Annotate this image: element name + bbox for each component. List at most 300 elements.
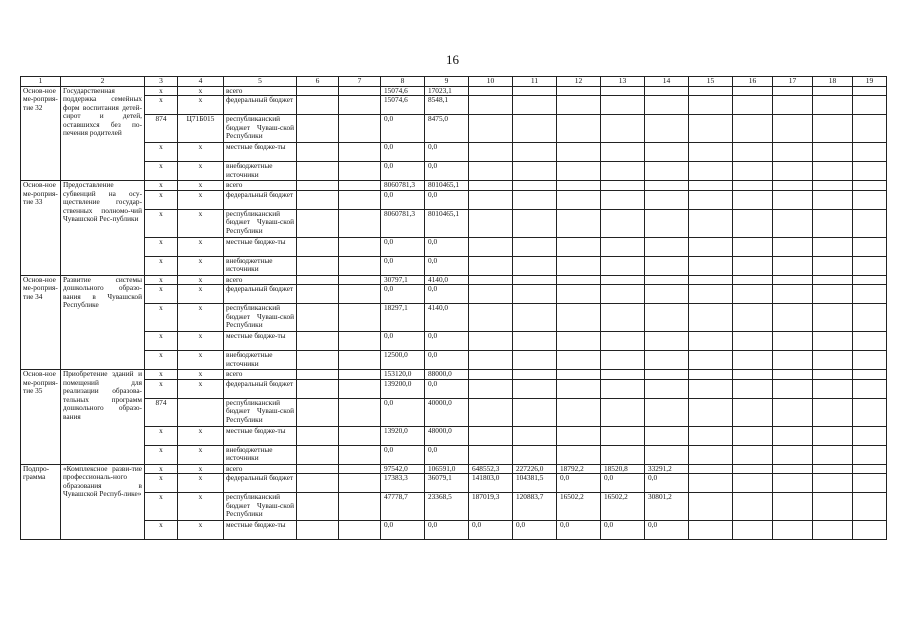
section-type: Подпро-грамма (21, 464, 61, 540)
table-body (21, 77, 887, 540)
column-header: 10 (469, 77, 513, 87)
target-article: х (178, 464, 224, 474)
target-article: х (178, 445, 224, 464)
value-col8: 0,0 (381, 256, 425, 275)
grbs-code: 874 (145, 398, 178, 426)
cell-col6 (297, 181, 339, 191)
value-col14: 33291,2 (645, 464, 689, 474)
cell-col16 (733, 379, 773, 398)
cell-col17 (773, 304, 813, 332)
cell-col17 (773, 181, 813, 191)
cell-col19 (853, 351, 887, 370)
value-col9: 8010465,1 (425, 181, 469, 191)
grbs-code: х (145, 162, 178, 181)
cell-col6 (297, 115, 339, 143)
cell-col16 (733, 445, 773, 464)
value-col14 (645, 96, 689, 115)
target-article: Ц71Б015 (178, 115, 224, 143)
cell-col7 (339, 493, 381, 521)
value-col14 (645, 237, 689, 256)
value-col14 (645, 332, 689, 351)
value-col8: 15074,6 (381, 96, 425, 115)
column-header: 1 (21, 77, 61, 87)
value-col8: 8060781,3 (381, 209, 425, 237)
target-article: х (178, 96, 224, 115)
grbs-code: х (145, 521, 178, 540)
value-col8: 0,0 (381, 285, 425, 304)
cell-col15 (689, 190, 733, 209)
value-col13 (601, 379, 645, 398)
cell-col6 (297, 162, 339, 181)
table-row (21, 379, 887, 398)
target-article: х (178, 256, 224, 275)
funding-source: республиканский бюджет Чуваш-ской Республики (224, 209, 297, 237)
grbs-code: х (145, 143, 178, 162)
value-col8: 0,0 (381, 115, 425, 143)
cell-col15 (689, 521, 733, 540)
cell-col19 (853, 143, 887, 162)
table-row (21, 190, 887, 209)
cell-col7 (339, 285, 381, 304)
table-row (21, 96, 887, 115)
value-col8: 139200,0 (381, 379, 425, 398)
table-row (21, 332, 887, 351)
value-col9: 0,0 (425, 190, 469, 209)
table-row (21, 256, 887, 275)
cell-col19 (853, 86, 887, 96)
cell-col7 (339, 256, 381, 275)
cell-col19 (853, 332, 887, 351)
value-col12 (557, 285, 601, 304)
value-col12 (557, 209, 601, 237)
grbs-code: х (145, 370, 178, 380)
value-col9: 0,0 (425, 256, 469, 275)
target-article: х (178, 285, 224, 304)
value-col10 (469, 370, 513, 380)
grbs-code: х (145, 493, 178, 521)
column-header: 11 (513, 77, 557, 87)
cell-col6 (297, 332, 339, 351)
cell-col17 (773, 256, 813, 275)
value-col13 (601, 86, 645, 96)
cell-col18 (813, 115, 853, 143)
cell-col7 (339, 275, 381, 285)
cell-col15 (689, 275, 733, 285)
value-col11 (513, 445, 557, 464)
cell-col18 (813, 351, 853, 370)
cell-col6 (297, 379, 339, 398)
target-article: х (178, 209, 224, 237)
value-col9: 8010465,1 (425, 209, 469, 237)
cell-col6 (297, 426, 339, 445)
value-col10 (469, 190, 513, 209)
target-article: х (178, 351, 224, 370)
value-col13 (601, 237, 645, 256)
value-col13 (601, 445, 645, 464)
section-title: Приобретение зданий и помещений для реализации образова-тельных программ дошкольного образо-вания (61, 370, 145, 465)
table-row (21, 521, 887, 540)
cell-col6 (297, 86, 339, 96)
funding-source: местные бюдже-ты (224, 332, 297, 351)
target-article: х (178, 426, 224, 445)
value-col12 (557, 275, 601, 285)
value-col10 (469, 398, 513, 426)
table-row (21, 285, 887, 304)
grbs-code: х (145, 351, 178, 370)
value-col14 (645, 86, 689, 96)
value-col8: 0,0 (381, 143, 425, 162)
cell-col17 (773, 115, 813, 143)
cell-col18 (813, 426, 853, 445)
target-article (178, 398, 224, 426)
target-article: х (178, 190, 224, 209)
value-col12: 18792,2 (557, 464, 601, 474)
column-header: 4 (178, 77, 224, 87)
cell-col17 (773, 237, 813, 256)
cell-col7 (339, 86, 381, 96)
cell-col16 (733, 143, 773, 162)
value-col13 (601, 426, 645, 445)
cell-col7 (339, 474, 381, 493)
grbs-code: х (145, 86, 178, 96)
value-col12 (557, 379, 601, 398)
table-row (21, 275, 887, 285)
value-col13: 18520,8 (601, 464, 645, 474)
cell-col15 (689, 285, 733, 304)
target-article: х (178, 493, 224, 521)
cell-col6 (297, 521, 339, 540)
value-col11 (513, 398, 557, 426)
value-col8: 17383,3 (381, 474, 425, 493)
cell-col7 (339, 209, 381, 237)
cell-col15 (689, 493, 733, 521)
value-col9: 0,0 (425, 521, 469, 540)
cell-col15 (689, 143, 733, 162)
column-header: 9 (425, 77, 469, 87)
column-header-row (21, 77, 887, 87)
value-col12 (557, 162, 601, 181)
cell-col17 (773, 332, 813, 351)
cell-col7 (339, 351, 381, 370)
cell-col18 (813, 521, 853, 540)
cell-col17 (773, 379, 813, 398)
value-col11 (513, 332, 557, 351)
value-col13 (601, 275, 645, 285)
cell-col15 (689, 474, 733, 493)
cell-col7 (339, 115, 381, 143)
cell-col16 (733, 398, 773, 426)
budget-table (20, 76, 887, 540)
cell-col18 (813, 493, 853, 521)
cell-col18 (813, 86, 853, 96)
cell-col7 (339, 96, 381, 115)
section-title: Развитие системы дошкольного образо-вания в Чувашской Республике (61, 275, 145, 370)
cell-col7 (339, 332, 381, 351)
value-col8: 0,0 (381, 190, 425, 209)
cell-col17 (773, 190, 813, 209)
value-col13: 0,0 (601, 521, 645, 540)
value-col14 (645, 398, 689, 426)
value-col14 (645, 181, 689, 191)
value-col12 (557, 426, 601, 445)
cell-col15 (689, 351, 733, 370)
value-col9: 0,0 (425, 351, 469, 370)
value-col8: 0,0 (381, 162, 425, 181)
target-article: х (178, 181, 224, 191)
cell-col16 (733, 351, 773, 370)
cell-col15 (689, 464, 733, 474)
funding-source: федеральный бюджет (224, 96, 297, 115)
value-col11 (513, 162, 557, 181)
funding-source: всего (224, 181, 297, 191)
section-title: Предоставление субвенций на осу-ществление государ-ственных полномо-чий Чувашской Рес-публики (61, 181, 145, 276)
cell-col6 (297, 464, 339, 474)
value-col9: 8475,0 (425, 115, 469, 143)
cell-col6 (297, 256, 339, 275)
value-col13 (601, 351, 645, 370)
value-col12: 16502,2 (557, 493, 601, 521)
value-col11 (513, 275, 557, 285)
grbs-code: х (145, 474, 178, 493)
cell-col19 (853, 237, 887, 256)
cell-col19 (853, 96, 887, 115)
funding-source: республиканский бюджет Чуваш-ской Республики (224, 493, 297, 521)
value-col13: 0,0 (601, 474, 645, 493)
value-col12 (557, 115, 601, 143)
value-col10: 648552,3 (469, 464, 513, 474)
value-col10 (469, 237, 513, 256)
value-col12 (557, 86, 601, 96)
cell-col19 (853, 275, 887, 285)
value-col10 (469, 96, 513, 115)
cell-col16 (733, 115, 773, 143)
value-col8: 0,0 (381, 445, 425, 464)
value-col12 (557, 190, 601, 209)
funding-source: федеральный бюджет (224, 379, 297, 398)
value-col12 (557, 304, 601, 332)
cell-col18 (813, 162, 853, 181)
cell-col7 (339, 398, 381, 426)
cell-col6 (297, 304, 339, 332)
value-col10 (469, 181, 513, 191)
cell-col7 (339, 370, 381, 380)
target-article: х (178, 521, 224, 540)
value-col11 (513, 351, 557, 370)
funding-source: всего (224, 275, 297, 285)
cell-col7 (339, 445, 381, 464)
cell-col6 (297, 493, 339, 521)
table-row (21, 115, 887, 143)
cell-col15 (689, 256, 733, 275)
cell-col15 (689, 379, 733, 398)
value-col10 (469, 162, 513, 181)
section-type: Основ-ное ме-роприя-тие 32 (21, 86, 61, 181)
value-col8: 0,0 (381, 237, 425, 256)
column-header: 13 (601, 77, 645, 87)
value-col11: 0,0 (513, 521, 557, 540)
value-col14 (645, 379, 689, 398)
value-col11 (513, 237, 557, 256)
value-col13: 16502,2 (601, 493, 645, 521)
cell-col19 (853, 370, 887, 380)
value-col8: 47778,7 (381, 493, 425, 521)
grbs-code: х (145, 285, 178, 304)
funding-source: всего (224, 464, 297, 474)
cell-col16 (733, 332, 773, 351)
cell-col19 (853, 285, 887, 304)
value-col8: 0,0 (381, 332, 425, 351)
value-col11 (513, 143, 557, 162)
cell-col16 (733, 162, 773, 181)
cell-col17 (773, 275, 813, 285)
value-col14 (645, 285, 689, 304)
target-article: х (178, 332, 224, 351)
value-col9: 36079,1 (425, 474, 469, 493)
target-article: х (178, 143, 224, 162)
value-col9: 17023,1 (425, 86, 469, 96)
value-col14 (645, 209, 689, 237)
value-col13 (601, 304, 645, 332)
cell-col17 (773, 426, 813, 445)
cell-col16 (733, 96, 773, 115)
value-col9: 0,0 (425, 445, 469, 464)
value-col12 (557, 445, 601, 464)
value-col10: 141803,0 (469, 474, 513, 493)
cell-col15 (689, 162, 733, 181)
cell-col16 (733, 304, 773, 332)
value-col9: 8548,1 (425, 96, 469, 115)
value-col10 (469, 285, 513, 304)
value-col11 (513, 370, 557, 380)
cell-col19 (853, 190, 887, 209)
cell-col17 (773, 143, 813, 162)
cell-col18 (813, 181, 853, 191)
cell-col16 (733, 181, 773, 191)
cell-col17 (773, 96, 813, 115)
cell-col6 (297, 143, 339, 162)
table-row (21, 86, 887, 96)
cell-col16 (733, 275, 773, 285)
value-col10 (469, 115, 513, 143)
cell-col19 (853, 162, 887, 181)
value-col9: 0,0 (425, 379, 469, 398)
value-col8: 12500,0 (381, 351, 425, 370)
cell-col16 (733, 521, 773, 540)
cell-col19 (853, 379, 887, 398)
table-row (21, 426, 887, 445)
funding-source: республиканский бюджет Чуваш-ской Республики (224, 304, 297, 332)
funding-source: внебюджетные источники (224, 351, 297, 370)
funding-source: всего (224, 86, 297, 96)
funding-source: всего (224, 370, 297, 380)
column-header: 2 (61, 77, 145, 87)
table-row (21, 370, 887, 380)
table-row (21, 162, 887, 181)
table-row (21, 237, 887, 256)
value-col9: 4140,0 (425, 304, 469, 332)
grbs-code: х (145, 464, 178, 474)
cell-col15 (689, 398, 733, 426)
value-col10: 0,0 (469, 521, 513, 540)
value-col8: 97542,0 (381, 464, 425, 474)
value-col9: 0,0 (425, 162, 469, 181)
value-col13 (601, 370, 645, 380)
value-col10: 187019,3 (469, 493, 513, 521)
cell-col16 (733, 190, 773, 209)
cell-col18 (813, 398, 853, 426)
value-col12 (557, 237, 601, 256)
cell-col17 (773, 351, 813, 370)
column-header: 17 (773, 77, 813, 87)
value-col14 (645, 256, 689, 275)
cell-col6 (297, 190, 339, 209)
value-col9: 0,0 (425, 332, 469, 351)
cell-col16 (733, 474, 773, 493)
cell-col18 (813, 96, 853, 115)
value-col11 (513, 285, 557, 304)
column-header: 19 (853, 77, 887, 87)
value-col10 (469, 351, 513, 370)
cell-col18 (813, 379, 853, 398)
target-article: х (178, 379, 224, 398)
cell-col18 (813, 237, 853, 256)
cell-col17 (773, 445, 813, 464)
value-col14: 0,0 (645, 521, 689, 540)
value-col13 (601, 96, 645, 115)
cell-col19 (853, 445, 887, 464)
column-header: 7 (339, 77, 381, 87)
table-row (21, 493, 887, 521)
cell-col7 (339, 426, 381, 445)
value-col10 (469, 445, 513, 464)
value-col10 (469, 209, 513, 237)
cell-col15 (689, 304, 733, 332)
value-col11: 227226,0 (513, 464, 557, 474)
value-col11 (513, 190, 557, 209)
cell-col18 (813, 464, 853, 474)
value-col11 (513, 115, 557, 143)
value-col8: 153120,0 (381, 370, 425, 380)
cell-col17 (773, 285, 813, 304)
value-col14 (645, 426, 689, 445)
value-col11 (513, 181, 557, 191)
value-col8: 13920,0 (381, 426, 425, 445)
cell-col6 (297, 275, 339, 285)
value-col11 (513, 86, 557, 96)
cell-col15 (689, 445, 733, 464)
table-row (21, 209, 887, 237)
value-col9: 106591,0 (425, 464, 469, 474)
value-col13 (601, 143, 645, 162)
value-col9: 88000,0 (425, 370, 469, 380)
value-col13 (601, 181, 645, 191)
cell-col6 (297, 351, 339, 370)
funding-source: внебюджетные источники (224, 256, 297, 275)
funding-source: внебюджетные источники (224, 162, 297, 181)
cell-col7 (339, 521, 381, 540)
cell-col17 (773, 209, 813, 237)
cell-col18 (813, 304, 853, 332)
cell-col18 (813, 474, 853, 493)
target-article: х (178, 162, 224, 181)
grbs-code: х (145, 209, 178, 237)
value-col13 (601, 209, 645, 237)
cell-col17 (773, 493, 813, 521)
cell-col17 (773, 464, 813, 474)
value-col10 (469, 256, 513, 275)
cell-col7 (339, 143, 381, 162)
cell-col18 (813, 209, 853, 237)
